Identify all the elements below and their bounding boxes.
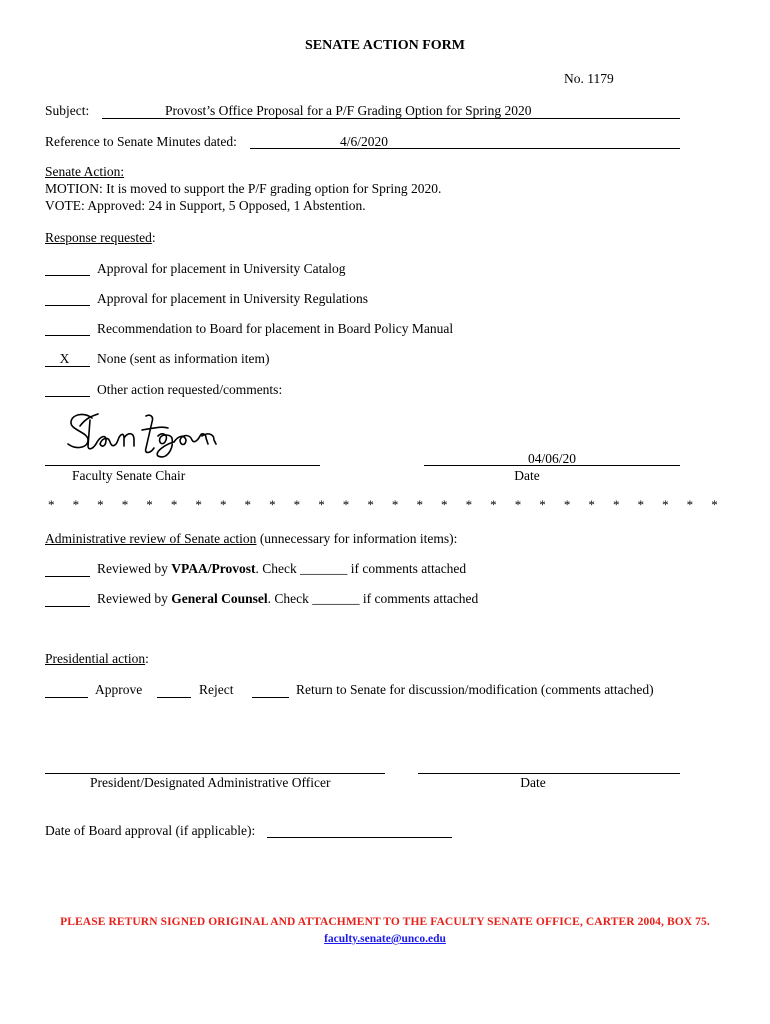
separator-star: * <box>539 497 546 512</box>
board-approval-blank[interactable] <box>267 837 452 838</box>
separator-star: * <box>490 497 497 512</box>
response-option-label: None (sent as information item) <box>97 351 270 366</box>
approve-label: Approve <box>95 682 143 697</box>
counsel-review-suffix: . Check _______ if comments attached <box>267 591 479 606</box>
counsel-review-prefix: Reviewed by <box>97 591 172 606</box>
response-option-blank[interactable] <box>45 396 90 397</box>
provost-review-bold: VPAA/Provost <box>171 561 256 576</box>
presidential-heading-colon: : <box>145 651 149 666</box>
chair-date-line <box>424 465 680 466</box>
response-option-label: Approval for placement in University Regulations <box>97 291 369 306</box>
faculty-senate-email-link[interactable]: faculty.senate@unco.edu <box>324 933 446 945</box>
separator-star: * <box>244 497 251 512</box>
separator-star: * <box>588 497 595 512</box>
provost-review-suffix: . Check _______ if comments attached <box>255 561 467 576</box>
form-number: No. 1179 <box>564 71 614 86</box>
separator-star: * <box>97 497 104 512</box>
separator-star: * <box>441 497 448 512</box>
provost-review-blank[interactable] <box>45 576 90 577</box>
counsel-review-blank[interactable] <box>45 606 90 607</box>
separator-star: * <box>293 497 301 512</box>
separator-star: * <box>48 497 55 512</box>
chair-label: Faculty Senate Chair <box>72 468 186 483</box>
separator-star: * <box>367 497 374 512</box>
response-option-label: Recommendation to Board for placement in Board Policy Manual <box>97 321 454 336</box>
separator-star: * <box>612 497 620 512</box>
response-heading <box>45 230 156 246</box>
separator-star: * <box>269 497 276 512</box>
separator-star: * <box>219 497 227 512</box>
separator-star: * <box>391 497 399 512</box>
counsel-review-bold: General Counsel <box>171 591 268 606</box>
presidential-heading-text: Presidential action <box>45 651 146 666</box>
reject-blank[interactable] <box>157 697 191 698</box>
reference-value: 4/6/2020 <box>340 134 389 149</box>
response-option-blank[interactable] <box>45 335 90 336</box>
return-label: Return to Senate for discussion/modification (comments attached) <box>296 682 654 697</box>
board-approval-label: Date of Board approval (if applicable): <box>45 823 256 838</box>
vote-text: VOTE: Approved: 24 in Support, 5 Opposed, 1 Abstention. <box>45 198 366 213</box>
response-option-blank[interactable] <box>45 305 90 306</box>
response-option-blank[interactable] <box>45 275 90 276</box>
provost-review-prefix: Reviewed by <box>97 561 172 576</box>
response-option-label: Other action requested/comments: <box>97 382 283 397</box>
chair-date-label: Date <box>514 468 540 483</box>
response-heading-colon: : <box>151 230 156 245</box>
motion-text: MOTION: It is moved to support the P/F grading option for Spring 2020. <box>45 181 442 196</box>
senate-action-heading: Senate Action: <box>45 164 125 179</box>
separator-star: * <box>121 497 129 512</box>
separator-star: * <box>416 497 423 512</box>
approve-blank[interactable] <box>45 697 88 698</box>
separator-star: * <box>711 497 718 512</box>
response-option-label: Approval for placement in University Catalog <box>97 261 346 276</box>
separator-star: * <box>465 497 473 512</box>
separator-star: * <box>146 497 153 512</box>
separator-star: * <box>662 497 669 512</box>
response-heading-text: Response requested <box>45 230 152 245</box>
officer-signature-line <box>45 773 385 774</box>
subject-value: Provost’s Office Proposal for a P/F Grading Option for Spring 2020 <box>165 103 532 118</box>
officer-date-line <box>418 773 680 774</box>
response-option-mark: X <box>59 351 70 366</box>
chair-date-value: 04/06/20 <box>527 451 576 466</box>
separator-star: * <box>318 497 325 512</box>
separator-row <box>48 497 718 513</box>
chair-signature-image <box>62 406 222 462</box>
separator-star: * <box>514 497 522 512</box>
officer-label: President/Designated Administrative Officer <box>90 775 331 790</box>
subject-label: Subject: <box>45 103 90 118</box>
form-title: SENATE ACTION FORM <box>305 38 465 53</box>
separator-star: * <box>637 497 644 512</box>
counsel-review-text <box>97 591 478 607</box>
admin-review-note: (unnecessary for information items): <box>259 531 458 546</box>
separator-star: * <box>72 497 80 512</box>
return-instructions: PLEASE RETURN SIGNED ORIGINAL AND ATTACHMENT TO THE FACULTY SENATE OFFICE, CARTER 2004, BOX 75. <box>60 916 710 928</box>
separator-star: * <box>563 497 571 512</box>
reject-label: Reject <box>199 682 234 697</box>
chair-signature-line <box>45 465 320 466</box>
reference-label: Reference to Senate Minutes dated: <box>45 134 237 149</box>
return-blank[interactable] <box>252 697 289 698</box>
separator-star: * <box>195 497 202 512</box>
separator-star: * <box>686 497 694 512</box>
provost-review-text <box>97 561 466 577</box>
admin-review-heading-text: Administrative review of Senate action <box>45 531 257 546</box>
reference-underline <box>250 148 680 149</box>
officer-date-label: Date <box>520 775 546 790</box>
presidential-heading <box>45 651 149 667</box>
separator-star: * <box>170 497 178 512</box>
separator-star: * <box>342 497 350 512</box>
admin-review-heading <box>45 531 457 547</box>
